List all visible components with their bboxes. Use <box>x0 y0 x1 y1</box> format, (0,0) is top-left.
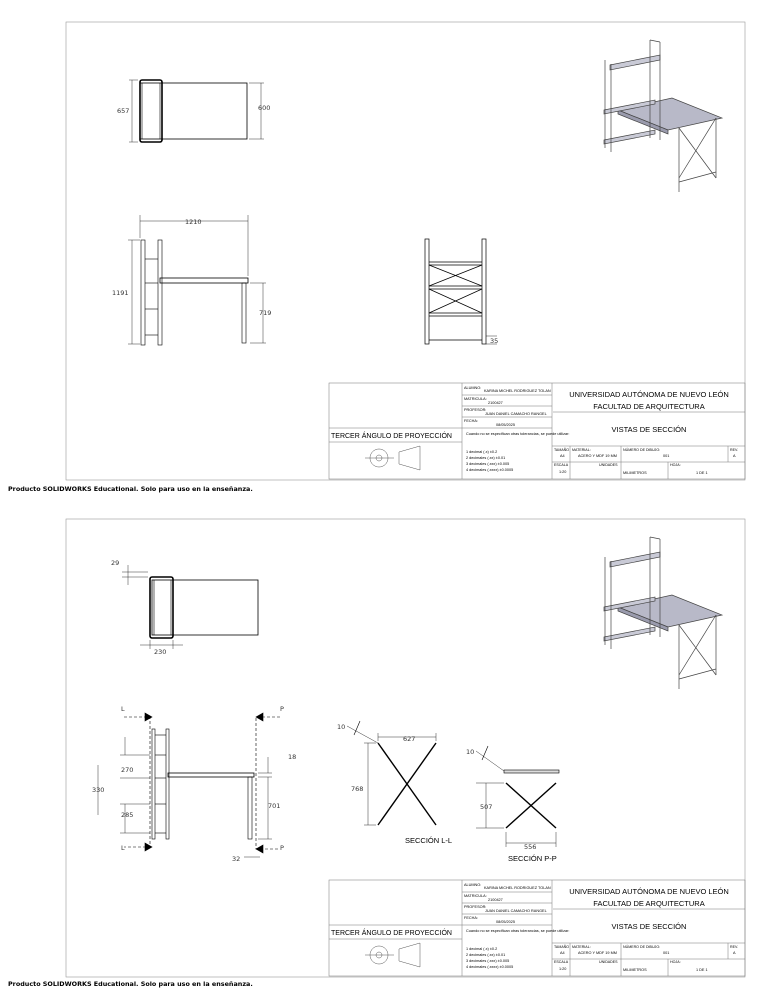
label-rev: REV. <box>730 448 739 452</box>
tolerance-2: 2 decimales (.xx) ±0.01 <box>466 456 506 460</box>
dim-701: 701 <box>268 802 281 810</box>
section-pp-title: SECCIÓN P-P <box>508 854 557 863</box>
dim-719: 719 <box>259 309 272 317</box>
side-view <box>425 239 497 344</box>
front-view <box>128 215 266 345</box>
value-unidades: MILIMETROS <box>623 471 647 475</box>
section-ll-title: SECCIÓN L-L <box>405 836 453 845</box>
label-tamano: TAMAÑO <box>554 945 570 949</box>
label-hoja: HOJA: <box>670 463 681 467</box>
faculty-name: FACULTAD DE ARQUITECTURA <box>593 899 705 908</box>
tolerance-3: 3 decimales (.xxx) ±0.005 <box>466 462 510 466</box>
label-numero: NÚMERO DE DIBUJO: <box>623 945 661 949</box>
dim-1210: 1210 <box>185 218 202 226</box>
dim-230: 230 <box>154 648 167 656</box>
label-alumno: ALUMNO: <box>464 386 482 390</box>
drawing-sheet-2 <box>0 497 768 994</box>
value-numero: 001 <box>663 951 670 955</box>
value-alumno: KARINA MICHEL RODRIGUEZ TOLAN <box>484 886 551 890</box>
tolerance-note: Cuando no se especifican otras tolerancias, se puede utilizar: <box>466 432 570 436</box>
tolerance-2: 2 decimales (.xx) ±0.01 <box>466 953 506 957</box>
label-fecha: FECHA: <box>464 916 478 920</box>
dim-657: 657 <box>117 107 130 115</box>
value-numero: 001 <box>663 454 670 458</box>
section-marker-l-bottom: L <box>121 844 125 852</box>
projection-label: TERCER ÁNGULO DE PROYECCIÓN <box>331 433 452 440</box>
dim-32: 32 <box>232 855 241 863</box>
value-profesor: JUAN DANIEL CAMACHO RANGEL <box>485 909 547 913</box>
value-tamano: A4 <box>560 454 565 458</box>
tolerance-4: 4 decimales (.xxxx) ±0.0005 <box>466 468 514 472</box>
section-pp <box>476 746 559 847</box>
dim-18: 18 <box>288 753 297 761</box>
sheet-2-drawing <box>0 497 768 994</box>
value-rev: A <box>733 454 736 458</box>
dim-627: 627 <box>403 735 416 743</box>
label-unidades: UNIDADES <box>599 463 618 467</box>
value-rev: A <box>733 951 736 955</box>
drawing-title: VISTAS DE SECCIÓN <box>611 922 687 931</box>
tolerance-1: 1 decimal (.x) ±0.2 <box>466 450 498 454</box>
front-view-section <box>98 713 280 857</box>
label-numero: NÚMERO DE DIBUJO: <box>623 448 661 452</box>
value-matricula: 2100427 <box>488 898 503 902</box>
isometric-view <box>604 40 722 192</box>
value-matricula: 2100427 <box>488 401 503 405</box>
dim-285: 285 <box>121 811 134 819</box>
section-marker-p-top: P <box>280 705 284 713</box>
sheet-frame <box>66 22 745 480</box>
university-name: UNIVERSIDAD AUTÓNOMA DE NUEVO LEÓN <box>569 390 729 399</box>
tolerance-note: Cuando no se especifican otras tolerancias, se puede utilizar: <box>466 929 570 933</box>
label-material: MATERIAL: <box>572 448 591 452</box>
label-profesor: PROFESOR: <box>464 408 487 412</box>
label-matricula: MATRICULA: <box>464 397 487 401</box>
label-escala: ESCALA <box>554 960 569 964</box>
drawing-title: VISTAS DE SECCIÓN <box>611 425 687 434</box>
dim-600: 600 <box>258 104 271 112</box>
value-fecha: 08/05/2025 <box>496 423 516 427</box>
label-alumno: ALUMNO: <box>464 883 482 887</box>
label-tamano: TAMAÑO <box>554 448 570 452</box>
isometric-view <box>604 537 722 689</box>
footer-watermark: Producto SOLIDWORKS Educational. Solo para uso en la enseñanza. <box>8 980 253 988</box>
dim-270: 270 <box>121 766 134 774</box>
value-hoja: 1 DE 1 <box>696 471 708 475</box>
label-profesor: PROFESOR: <box>464 905 487 909</box>
value-material: ACERO Y MDF 19 MM <box>578 951 617 955</box>
label-matricula: MATRICULA: <box>464 894 487 898</box>
label-escala: ESCALA <box>554 463 569 467</box>
value-escala: 1:20 <box>559 470 567 474</box>
value-tamano: A4 <box>560 951 565 955</box>
dim-35: 35 <box>490 337 499 345</box>
tolerance-1: 1 decimal (.x) ±0.2 <box>466 947 498 951</box>
tolerance-4: 4 decimales (.xxxx) ±0.0005 <box>466 965 514 969</box>
dim-10a: 10 <box>337 723 346 731</box>
dim-10b: 10 <box>466 748 475 756</box>
faculty-name: FACULTAD DE ARQUITECTURA <box>593 402 705 411</box>
label-fecha: FECHA: <box>464 419 478 423</box>
label-material: MATERIAL: <box>572 945 591 949</box>
top-view <box>129 80 264 142</box>
section-marker-l-top: L <box>121 705 125 713</box>
value-material: ACERO Y MDF 19 MM <box>578 454 617 458</box>
dim-330: 330 <box>92 786 105 794</box>
label-unidades: UNIDADES <box>599 960 618 964</box>
tolerance-3: 3 decimales (.xxx) ±0.005 <box>466 959 510 963</box>
label-hoja: HOJA: <box>670 960 681 964</box>
section-marker-p-bottom: P <box>280 844 284 852</box>
value-escala: 1:20 <box>559 967 567 971</box>
top-view <box>122 565 258 649</box>
dim-1191: 1191 <box>112 289 129 297</box>
footer-watermark: Producto SOLIDWORKS Educational. Solo para uso en la enseñanza. <box>8 485 253 493</box>
value-alumno: KARINA MICHEL RODRIGUEZ TOLAN <box>484 389 551 393</box>
dim-507: 507 <box>480 803 493 811</box>
value-hoja: 1 DE 1 <box>696 968 708 972</box>
dim-556: 556 <box>524 843 537 851</box>
value-unidades: MILIMETROS <box>623 968 647 972</box>
university-name: UNIVERSIDAD AUTÓNOMA DE NUEVO LEÓN <box>569 887 729 896</box>
sheet-frame <box>66 519 745 977</box>
dim-29: 29 <box>111 559 120 567</box>
section-ll <box>347 721 436 825</box>
projection-label: TERCER ÁNGULO DE PROYECCIÓN <box>331 930 452 937</box>
value-profesor: JUAN DANIEL CAMACHO RANGEL <box>485 412 547 416</box>
value-fecha: 08/05/2025 <box>496 920 516 924</box>
dim-768: 768 <box>351 785 364 793</box>
label-rev: REV. <box>730 945 739 949</box>
